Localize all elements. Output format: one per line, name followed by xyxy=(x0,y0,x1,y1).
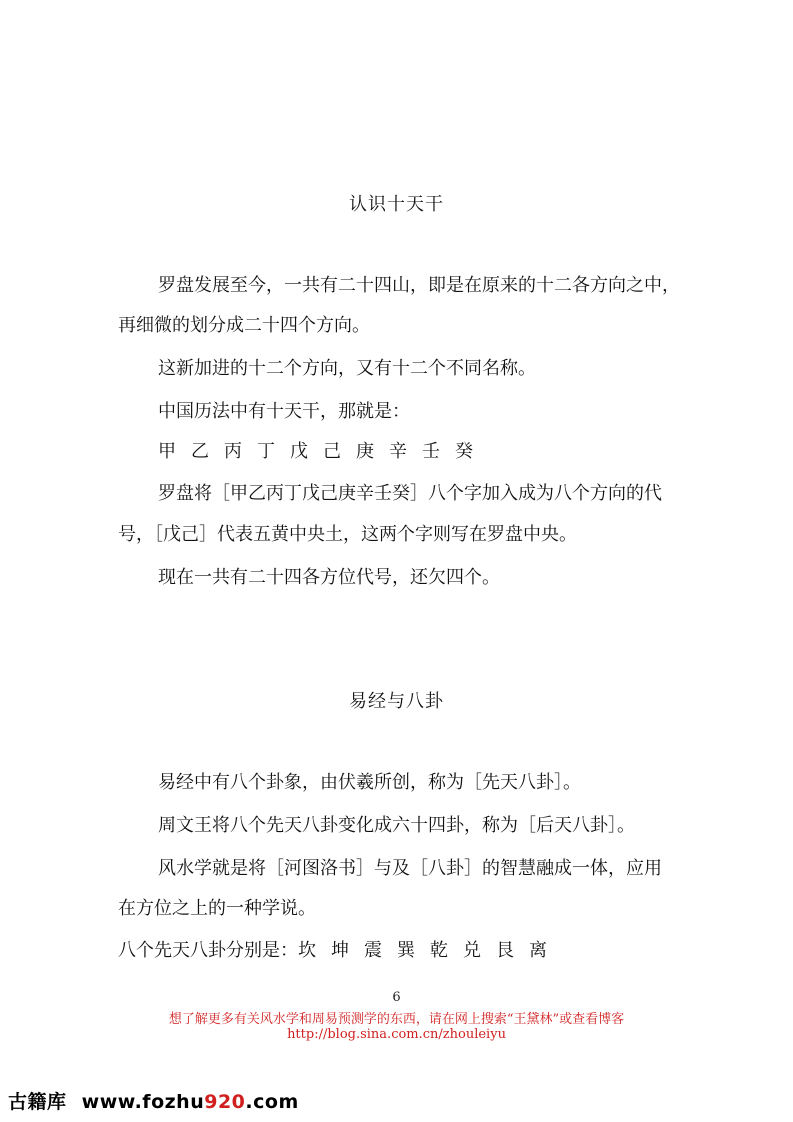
watermark-logo[interactable] xyxy=(8,1087,299,1114)
page-number: 6 xyxy=(392,990,401,1005)
blog-link[interactable]: http://blog.sina.com.cn/zhouleiyu xyxy=(287,1027,506,1042)
paragraph-luopan-intro-line2: 再细微的划分成二十四个方向。 xyxy=(118,315,370,336)
paragraph-xiantian-bagua: 易经中有八个卦象，由伏羲所创，称为［先天八卦］。 xyxy=(158,772,581,793)
watermark-site-name: 古籍库 xyxy=(8,1091,67,1113)
watermark-url-prefix: www.fozhu xyxy=(81,1091,205,1113)
paragraph-fengshui-line2: 在方位之上的一种学说。 xyxy=(118,898,316,919)
paragraph-ten-stems-intro: 中国历法中有十天干，那就是： xyxy=(158,401,410,422)
paragraph-fengshui-line1: 风水学就是将［河图洛书］与及［八卦］的智慧融成一体，应用 xyxy=(158,858,662,879)
heavenly-stems-list: 甲乙丙丁戊己庚辛壬癸 xyxy=(158,441,488,462)
watermark-url-suffix: .com xyxy=(245,1091,299,1113)
section-title-yijing-bagua: 易经与八卦 xyxy=(349,691,444,712)
trigram-names: 坎坤震巽乾兑艮离 xyxy=(298,940,562,961)
paragraph-luopan-intro-line1: 罗盘发展至今，一共有二十四山，即是在原来的十二各方向之中， xyxy=(158,275,680,296)
watermark-url-number: 920 xyxy=(204,1091,246,1113)
paragraph-houtian-bagua: 周文王将八个先天八卦变化成六十四卦，称为［后天八卦］。 xyxy=(158,815,635,836)
paragraph-luopan-stems-line2: 号，［戊己］代表五黄中央土，这两个字则写在罗盘中央。 xyxy=(118,524,577,545)
paragraph-trigram-list xyxy=(118,931,678,971)
section-title-heavenly-stems: 认识十天干 xyxy=(349,194,444,215)
paragraph-remaining-four: 现在一共有二十四各方位代号，还欠四个。 xyxy=(158,567,500,588)
trigram-list-label: 八个先天八卦分别是： xyxy=(118,940,298,961)
paragraph-luopan-stems-line1: 罗盘将［甲乙丙丁戊己庚辛壬癸］八个字加入成为八个方向的代 xyxy=(158,483,662,504)
paragraph-new-directions: 这新加进的十二个方向，又有十二个不同名称。 xyxy=(158,358,536,379)
promo-text: 想了解更多有关风水学和周易预测学的东西，请在网上搜索“王黛林”或查看博客 xyxy=(168,1012,625,1027)
